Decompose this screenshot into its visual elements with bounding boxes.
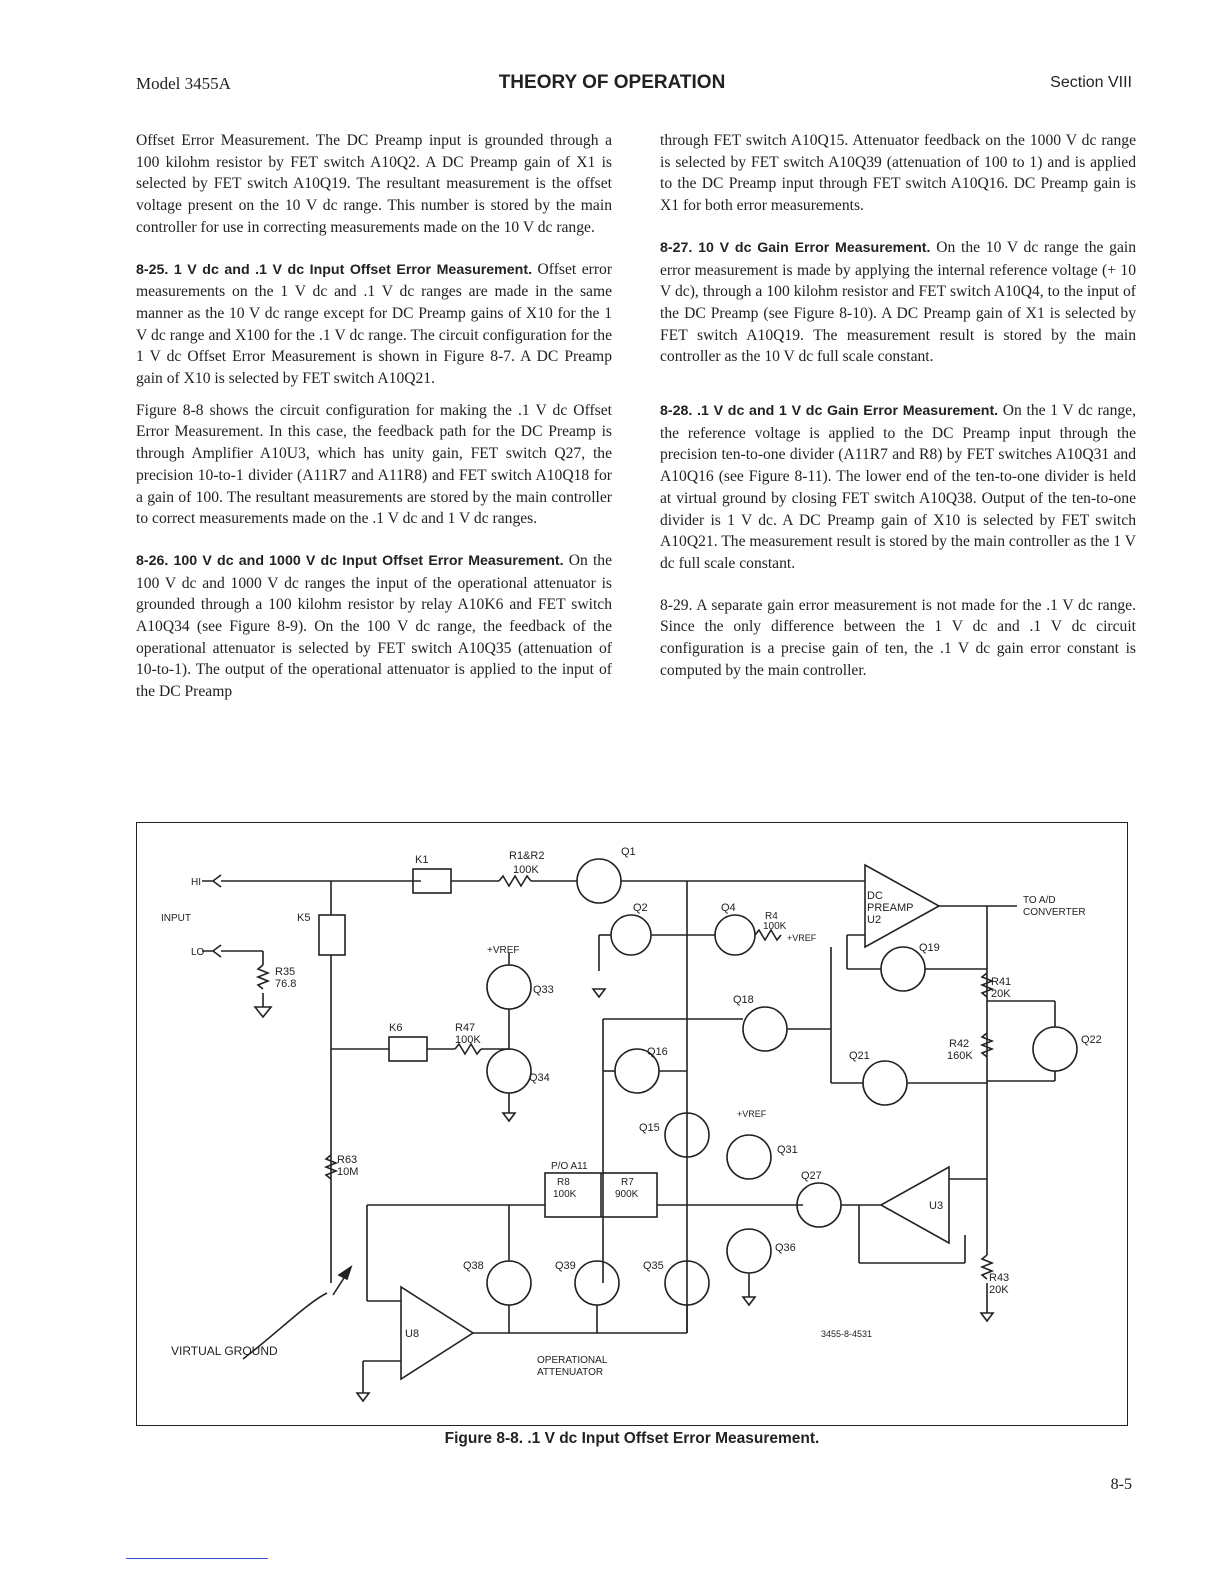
q33-switch <box>487 965 531 1009</box>
right-text-column <box>660 130 1136 691</box>
paragraph-8-27: 8-27. 10 V dc Gain Error Measurement. On the 10 V dc range the gain error measurement is made by applying the internal reference voltage (+ 10 V dc), through a 100 kilohm resistor and FET switch A10Q4, to the input of the DC Preamp (see Figure 8-10). A DC Preamp gain of X1 is selected by FET switch A10Q19. The measurement result is stored by the main controller as the 10 V dc full scale constant. <box>660 238 1136 366</box>
q21-switch <box>863 1061 907 1105</box>
schematic-diagram <box>137 823 1129 1427</box>
paragraph-offset-error: Offset Error Measurement. The DC Preamp input is grounded through a 100 kilohm resistor by FET switch A10Q2. A DC Preamp gain of X1 is selected by FET switch A10Q19. The resultant measurement is the offset voltage present on the 10 V dc range. This number is stored by the main controller for use in correcting measurements made on the 10 V dc range. <box>136 132 612 236</box>
hi-terminal <box>202 875 221 887</box>
left-text-column <box>136 130 612 713</box>
ground-symbol-1 <box>255 1007 271 1017</box>
ground-symbol-4 <box>743 1297 755 1305</box>
q1-switch <box>577 859 621 903</box>
figure-caption: Figure 8-8. .1 V dc Input Offset Error Measurement. <box>444 1430 820 1447</box>
ground-symbol-2 <box>593 989 605 997</box>
q31-switch <box>727 1135 771 1179</box>
label-q21: Q21 <box>849 1050 870 1062</box>
label-attenuator: ATTENUATOR <box>537 1367 604 1378</box>
r35-resistor <box>258 965 268 989</box>
label-r63: R63 <box>337 1154 358 1166</box>
label-q38: Q38 <box>463 1260 484 1272</box>
label-r4: R4 <box>765 911 778 922</box>
label-q1: Q1 <box>621 846 636 858</box>
header-section-title: THEORY OF OPERATION <box>498 72 726 93</box>
q39-switch <box>575 1261 619 1305</box>
page-number: 8-5 <box>1110 1476 1132 1493</box>
footer-rule <box>126 1558 268 1559</box>
lo-terminal <box>202 945 221 957</box>
label-preamp: PREAMP <box>867 902 914 914</box>
label-r35-value: 76.8 <box>275 978 297 990</box>
label-r1r2: R1&R2 <box>509 850 545 862</box>
q4-switch <box>715 915 755 955</box>
label-u2: U2 <box>867 914 882 926</box>
label-u3: U3 <box>929 1200 944 1212</box>
label-r7-value: 900K <box>615 1189 639 1200</box>
q22-switch <box>1033 1027 1077 1071</box>
label-r41-value: 20K <box>991 988 1011 1000</box>
label-r47: R47 <box>455 1022 476 1034</box>
paragraph-8-26: 8-26. 100 V dc and 1000 V dc Input Offset Error Measurement. On the 100 V dc and 1000 V dc ranges the input of the operational attenuator is grounded through a 100 kilohm resistor by relay A10K6 and FET switch A10Q34 (see Figure 8-9). On the 100 V dc range, the feedback of the operational attenuator is selected by FET switch A10Q35 (attenuation of 10-to-1). The output of the operational attenuator is applied to the input of the DC Preamp <box>136 551 612 701</box>
label-r43-value: 20K <box>989 1284 1009 1296</box>
label-q36: Q36 <box>775 1242 796 1254</box>
label-dc: DC <box>867 890 883 902</box>
q34-switch <box>487 1049 531 1093</box>
label-q16: Q16 <box>647 1046 668 1058</box>
label-operational: OPERATIONAL <box>537 1355 608 1366</box>
label-po-a11: P/O A11 <box>551 1161 588 1172</box>
label-r8-value: 100K <box>553 1189 577 1200</box>
label-r42: R42 <box>949 1038 970 1050</box>
label-q35: Q35 <box>643 1260 664 1272</box>
label-r42-value: 160K <box>947 1050 973 1062</box>
label-r1r2-value: 100K <box>513 864 539 876</box>
label-k6: K6 <box>389 1022 403 1034</box>
label-vref-q33: +VREF <box>487 945 520 956</box>
label-q19: Q19 <box>919 942 940 954</box>
label-q33: Q33 <box>533 984 554 996</box>
label-k5: K5 <box>297 912 311 924</box>
q27-switch <box>797 1183 841 1227</box>
label-u8: U8 <box>405 1328 420 1340</box>
paragraph-8-28: 8-28. .1 V dc and 1 V dc Gain Error Measurement. On the 1 V dc range, the reference voltage is applied to the DC Preamp input through the precision ten-to-one divider (A11R7 and R8) by FET switches A10Q31 and A10Q16 (see Figure 8-11). The lower end of the ten-to-one divider is held at virtual ground by closing FET switch A10Q38. Output of the ten-to-one divider is 1 V dc. A DC Preamp gain of X10 is selected by FET switch A10Q21. The measurement result is stored by the main controller as the 1 V dc full scale constant. <box>660 402 1136 572</box>
label-hi: HI <box>191 877 201 888</box>
q36-switch <box>727 1229 771 1273</box>
q38-switch <box>487 1261 531 1305</box>
label-to-ad: TO A/D <box>1023 895 1056 906</box>
ground-symbol-5 <box>981 1313 993 1321</box>
label-r43: R43 <box>989 1272 1010 1284</box>
label-q2: Q2 <box>633 902 648 914</box>
label-r7: R7 <box>621 1177 634 1188</box>
ground-symbol-6 <box>357 1393 369 1401</box>
label-r8: R8 <box>557 1177 570 1188</box>
label-r47-value: 100K <box>455 1034 481 1046</box>
paragraph-continued: through FET switch A10Q15. Attenuator feedback on the 1000 V dc range is selected by FET switch A10Q39 (attenuation of 100 to 1) and is applied to the DC Preamp input through FET switch A10Q16. DC Preamp gain is X1 for both error measurements. <box>660 132 1136 215</box>
paragraph-figure-8-8: Figure 8-8 shows the circuit configuration for making the .1 V dc Offset Error Measurement. In this case, the feedback path for the DC Preamp is through Amplifier A10U3, which has unity gain, FET switch Q27, the precision 10-to-1 divider (A11R7 and A11R8) and FET switch A10Q18 for a gain of 100. The resultant measurements are stored by the main controller to correct measurements made on the .1 V dc and 1 V dc ranges. <box>136 401 612 528</box>
label-q34: Q34 <box>529 1072 550 1084</box>
schematic-figure <box>136 822 1128 1426</box>
label-r63-value: 10M <box>337 1166 359 1178</box>
label-drawing-number: 3455-8-4531 <box>821 1329 873 1339</box>
label-q18: Q18 <box>733 994 754 1006</box>
label-q15: Q15 <box>639 1122 660 1134</box>
header-section-number: Section VIII <box>1050 74 1132 91</box>
header-model: Model 3455A <box>136 74 231 93</box>
label-lo: LO <box>191 947 205 958</box>
label-q4: Q4 <box>721 902 736 914</box>
q18-switch <box>743 1007 787 1051</box>
label-vref-q31: +VREF <box>737 1109 767 1119</box>
label-virtual-ground: VIRTUAL GROUND <box>171 1344 278 1358</box>
k5-relay <box>319 915 345 955</box>
label-q27: Q27 <box>801 1170 822 1182</box>
paragraph-8-25: 8-25. 1 V dc and .1 V dc Input Offset Error Measurement. Offset error measurements on the 1 V dc and .1 V dc ranges are made in the same manner as the 10 V dc range except for DC Preamp gains of X10 for the 1 V dc range and X100 for the .1 V dc range. The circuit configuration for the 1 V dc Offset Error Measurement is shown in Figure 8-7. A DC Preamp gain of X10 is selected by FET switch A10Q21. <box>136 260 613 388</box>
label-r35: R35 <box>275 966 296 978</box>
label-converter: CONVERTER <box>1023 907 1086 918</box>
label-q31: Q31 <box>777 1144 798 1156</box>
label-vref-q4: +VREF <box>787 933 817 943</box>
label-q22: Q22 <box>1081 1034 1102 1046</box>
label-k1: K1 <box>415 854 429 866</box>
paragraph-8-29: 8-29. A separate gain error measurement is not made for the .1 V dc range. Since the only difference between the 1 V dc and .1 V dc circuit configuration is a precise gain of ten, the .1 V dc gain error constant is computed by the main controller. <box>660 596 1136 679</box>
label-input: INPUT <box>161 913 191 924</box>
label-r41: R41 <box>991 976 1012 988</box>
k6-relay <box>389 1037 427 1061</box>
label-q39: Q39 <box>555 1260 576 1272</box>
q2-switch <box>611 915 651 955</box>
label-r4-value: 100K <box>763 921 787 932</box>
r1r2-resistor <box>499 876 531 886</box>
ground-symbol-3 <box>503 1113 515 1121</box>
